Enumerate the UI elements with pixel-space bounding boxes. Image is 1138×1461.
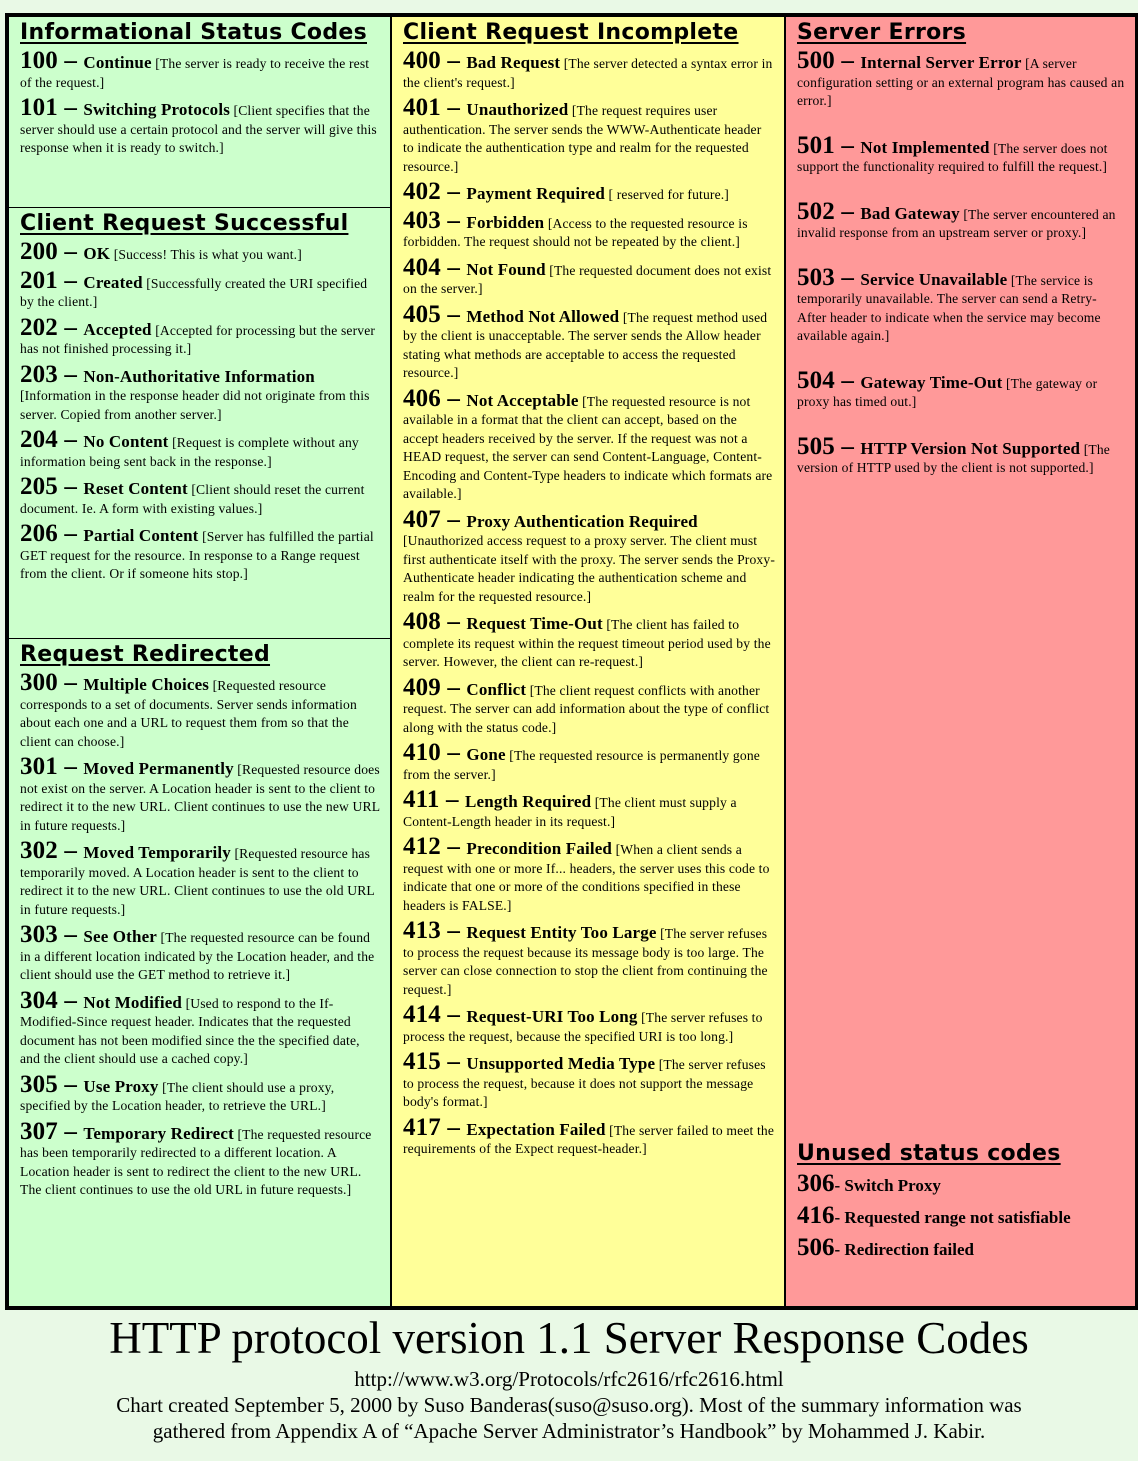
status-description: [When a client sends a request with one or more If... headers, the server uses this code to indicate that one or more of the conditions specified in these headers is FALSE.] (403, 842, 770, 913)
status-name: Created (83, 272, 143, 292)
dash-separator: – (57, 47, 84, 74)
status-name: See Other (83, 927, 157, 946)
dash-separator: – (440, 206, 467, 234)
status-description: [The server encountered an invalid response from an upstream server or proxy.] (797, 206, 1116, 240)
status-code: 306 (797, 1170, 835, 1197)
status-description: [The requested resource is not available in a format that the client can accept, based on the accept headers received by the server. If the request was not a HEAD request, the server can send Content-Language, Content-Encoding and Content-Type headers to indicate which formats are available.] (403, 393, 773, 501)
status-code: 409 (403, 673, 441, 701)
dash-separator: – (440, 300, 467, 328)
dash-separator: - (834, 1240, 845, 1259)
dash-separator: – (57, 266, 84, 294)
status-name: Request Time-Out (466, 614, 603, 633)
status-code: 401 (403, 94, 441, 121)
dash-separator: – (834, 131, 861, 159)
status-name: Gone (466, 745, 506, 764)
status-description: [Unauthorized access request to a proxy server. The client must first authenticate itself with the proxy. The server sends the Proxy-Authenticate header indicating the authentication scheme and realm for the requested resource.] (403, 533, 775, 604)
status-code: 203 (20, 360, 58, 388)
status-name: Bad Gateway (860, 203, 960, 223)
status-code: 400 (403, 47, 441, 74)
status-code: 302 (20, 837, 58, 864)
credit-line-1: Chart created September 5, 2000 by Suso Banderas(suso@suso.org). Most of the summary information was (116, 1393, 1022, 1417)
status-name: Not Modified (83, 992, 183, 1012)
status-code: 412 (403, 833, 441, 860)
dash-separator: – (440, 673, 467, 701)
status-code-chart (5, 13, 1138, 1310)
dash-separator: – (57, 426, 84, 453)
status-code-entry (797, 131, 1126, 177)
status-code-entry (403, 610, 775, 672)
status-code-entry (20, 923, 381, 985)
status-code-entry (797, 197, 1126, 243)
status-code: 504 (797, 366, 835, 394)
status-description: [The server is ready to receive the rest of the request.] (20, 56, 370, 90)
status-code: 505 (797, 432, 835, 460)
status-code-entry (403, 919, 775, 999)
status-description: [The version of HTTP used by the client is not supported.] (797, 441, 1110, 475)
status-description: [A server configuration setting or an external program has caused an error.] (797, 56, 1125, 108)
status-description: [Success! This is what you want.] (113, 247, 302, 262)
status-name: Not Implemented (860, 137, 990, 157)
status-code: 101 (20, 94, 58, 121)
status-name: HTTP Version Not Supported (860, 438, 1081, 458)
dash-separator: – (57, 520, 84, 547)
dash-separator: – (57, 669, 84, 696)
status-description: [The server refuses to process the request because its message body is too large. The server can close connection to stop the client from continuing the request.] (403, 926, 768, 997)
status-name: Expectation Failed (466, 1119, 606, 1139)
dash-separator: - (834, 1176, 845, 1195)
status-description: [Accepted for processing but the server has not finished processing it.] (20, 322, 376, 356)
status-description: [The request method used by the client is unacceptable. The server sends the Allow header stating what methods are acceptable to access the requested resource.] (403, 309, 768, 380)
status-name: Request Entity Too Large (466, 923, 657, 942)
dash-separator: – (57, 313, 84, 341)
status-description: [Access to the requested resource is forbidden. The request should not be repeated by the client.] (403, 215, 748, 249)
status-description: [The request requires user authentication. The server sends the WWW-Authenticate header to indicate the authentication type and realm for the requested resource.] (403, 103, 762, 174)
section-successful (9, 207, 390, 638)
rfc-url: http://www.w3.org/Protocols/rfc2616/rfc2616.html (354, 1367, 784, 1391)
section-title: Unused status codes (797, 1141, 1061, 1166)
status-description: [The server detected a syntax error in the client's request.] (403, 56, 773, 90)
section-title: Request Redirected (20, 642, 271, 667)
status-code-entry (20, 49, 381, 92)
status-name: Switch Proxy (844, 1176, 941, 1195)
dash-separator: – (57, 238, 84, 265)
status-description: [Successfully created the URI specified by the client.] (20, 275, 368, 309)
status-description: [The requested document does not exist on the server.] (403, 262, 772, 296)
status-code-entry (403, 788, 775, 831)
dash-separator: – (440, 505, 467, 533)
status-name: Moved Permanently (83, 759, 234, 778)
status-name: Payment Required (466, 184, 605, 203)
dash-separator: – (57, 1117, 84, 1145)
status-code: 301 (20, 753, 58, 780)
status-description: [The service is temporarily unavailable. The server can send a Retry-After header to indicate when the service may become available again.] (797, 272, 1101, 343)
status-code-entry (403, 1113, 775, 1159)
dash-separator: – (440, 917, 467, 944)
status-code-entry (403, 741, 775, 784)
status-name: Redirection failed (844, 1240, 974, 1259)
status-description: [Requested resource corresponds to a set of documents. Server sends information about each one and a URL to request them from so that the client can choose.] (20, 678, 357, 749)
status-name: Gateway Time-Out (860, 372, 1003, 392)
status-code-entry (403, 300, 775, 383)
status-code: 500 (797, 47, 835, 74)
section-server (786, 17, 1135, 501)
dash-separator: – (834, 366, 861, 394)
status-name: Multiple Choices (83, 675, 210, 694)
status-code: 205 (20, 473, 58, 500)
status-code-entry (797, 366, 1126, 412)
dash-separator: – (57, 753, 84, 780)
status-name: Requested range not satisfiable (844, 1208, 1071, 1227)
status-description: [Used to respond to the If-Modified-Since request header. Indicates that the requested document has not been modified since the the specified date, and the client should use a cached copy.] (20, 995, 360, 1066)
status-name: No Content (83, 432, 169, 451)
status-name: OK (83, 244, 111, 263)
dash-separator: – (57, 360, 84, 388)
status-description: [The requested resource can be found in a different location indicated by the Location header, and the client should use the GET method to retrieve it.] (20, 930, 375, 982)
dash-separator: – (440, 178, 467, 205)
dash-separator: – (834, 47, 861, 74)
status-name: Internal Server Error (860, 53, 1022, 72)
status-code-entry (20, 475, 381, 518)
dash-separator: – (57, 921, 84, 948)
status-description: [Requested resource has temporarily moved. A Location header is sent to the client to redirect it to the new URL. Client continues to use the old URL in future requests.] (20, 846, 375, 917)
status-code-entry (20, 428, 381, 471)
unused-codes-section (786, 1138, 1135, 1306)
status-description: [The server failed to meet the requirements of the Expect request-header.] (403, 1122, 775, 1156)
status-code-entry (20, 839, 381, 919)
status-code-entry (20, 266, 381, 312)
dash-separator: – (834, 197, 861, 225)
section-title: Client Request Successful (20, 211, 349, 236)
status-code-entry (403, 180, 775, 205)
dash-separator: – (440, 94, 467, 121)
status-code-entry (403, 206, 775, 252)
status-name: Partial Content (83, 526, 199, 545)
status-name: Unauthorized (466, 100, 569, 119)
status-code: 410 (403, 739, 441, 766)
unused-code-entry (797, 1234, 1126, 1266)
dash-separator: – (440, 608, 467, 635)
dash-separator: – (57, 986, 84, 1014)
status-code-entry (20, 755, 381, 835)
status-code-entry (20, 313, 381, 359)
dash-separator: – (440, 47, 467, 74)
status-name: Switching Protocols (83, 100, 230, 119)
status-description: [The requested resource has been temporarily redirected to a different location. A Location header is sent to redirect the client to the new URL. The client continues to use the old URL in future requests.] (20, 1126, 372, 1197)
chart-title: HTTP protocol version 1.1 Server Response Codes (109, 1313, 1029, 1363)
status-name: Not Acceptable (466, 390, 579, 410)
status-code-entry (20, 360, 381, 425)
status-code: 206 (20, 520, 58, 547)
status-name: Temporary Redirect (83, 1123, 234, 1143)
section-redirected (9, 638, 390, 1306)
status-code-entry (20, 96, 381, 158)
status-code-entry (797, 432, 1126, 478)
status-name: Service Unavailable (860, 269, 1008, 289)
status-code: 415 (403, 1048, 441, 1075)
dash-separator: – (440, 739, 467, 766)
status-code: 100 (20, 47, 58, 74)
status-code: 407 (403, 505, 441, 533)
status-name: Non-Authoritative Information (83, 366, 315, 386)
dash-separator: – (57, 94, 84, 121)
status-name: Conflict (466, 679, 527, 699)
status-description: [Client should reset the current document. Ie. A form with existing values.] (20, 482, 365, 516)
status-code-entry (403, 835, 775, 915)
status-code: 402 (403, 178, 441, 205)
status-name: Method Not Allowed (466, 306, 620, 326)
dash-separator: - (834, 1208, 845, 1227)
status-code: 201 (20, 266, 58, 294)
status-description: [The gateway or proxy has timed out.] (797, 375, 1098, 409)
column-4xx (392, 17, 786, 1306)
status-code-entry (20, 671, 381, 751)
status-description: [The server does not support the functionality required to fulfill the request.] (797, 140, 1108, 174)
status-code-entry (20, 1070, 381, 1116)
status-code-entry (20, 240, 381, 265)
dash-separator: – (834, 432, 861, 460)
dash-separator: – (440, 1048, 467, 1075)
dash-separator: – (440, 1001, 467, 1028)
status-code: 503 (797, 263, 835, 291)
status-code-entry (403, 384, 775, 504)
unused-code-entry (797, 1202, 1126, 1234)
status-name: Moved Temporarily (83, 843, 231, 862)
status-code: 408 (403, 608, 441, 635)
status-description: [The client request conflicts with another request. The server can add information about the type of conflict along with the status code.] (403, 682, 770, 735)
status-description: [The requested resource is permanently gone from the server.] (403, 748, 760, 782)
unused-code-entry (797, 1170, 1126, 1202)
dash-separator: – (440, 384, 467, 412)
status-code: 414 (403, 1001, 441, 1028)
status-description: [Requested resource does not exist on the server. A Location header is sent to the client to redirect it to the new URL. Client continues to use the new URL in future requests.] (20, 762, 380, 833)
status-name: Accepted (83, 319, 152, 339)
status-code-entry (20, 522, 381, 584)
status-description: [The client should use a proxy, specified by the Location header, to retrieve the URL.] (20, 1079, 335, 1113)
dash-separator: – (440, 1113, 467, 1141)
status-name: Reset Content (83, 479, 188, 498)
status-code: 405 (403, 300, 441, 328)
status-code: 413 (403, 917, 441, 944)
status-code: 506 (797, 1234, 835, 1261)
footer (0, 1310, 1138, 1444)
status-code: 406 (403, 384, 441, 412)
status-code: 501 (797, 131, 835, 159)
status-code-entry (403, 96, 775, 176)
status-name: Proxy Authentication Required (466, 511, 698, 531)
status-code: 303 (20, 921, 58, 948)
status-code: 416 (797, 1202, 835, 1229)
status-name: Precondition Failed (466, 839, 613, 858)
dash-separator: – (57, 473, 84, 500)
status-code: 417 (403, 1113, 441, 1141)
status-name: Request-URI Too Long (466, 1007, 638, 1026)
status-code: 307 (20, 1117, 58, 1145)
status-code: 304 (20, 986, 58, 1014)
status-code-entry (20, 1117, 381, 1200)
dash-separator: – (440, 833, 467, 860)
status-description: [The client must supply a Content-Length header in its request.] (403, 795, 737, 829)
section-informational (9, 17, 390, 207)
status-code: 404 (403, 253, 441, 281)
dash-separator: – (834, 263, 861, 291)
status-code: 202 (20, 313, 58, 341)
status-code: 403 (403, 206, 441, 234)
status-code: 200 (20, 238, 58, 265)
status-description: [Information in the response header did not originate from this server. Copied from another server.] (20, 388, 370, 422)
status-code-entry (20, 986, 381, 1069)
status-code: 305 (20, 1070, 58, 1098)
status-code: 204 (20, 426, 58, 453)
status-name: Forbidden (466, 212, 545, 232)
status-code-entry (797, 263, 1126, 346)
status-code: 300 (20, 669, 58, 696)
status-code-entry (403, 505, 775, 607)
status-description: [ reserved for future.] (608, 187, 729, 202)
status-code: 411 (403, 786, 440, 813)
status-code-entry (403, 1050, 775, 1112)
status-code-entry (403, 253, 775, 299)
dash-separator: – (57, 837, 84, 864)
status-code-entry (797, 49, 1126, 111)
dash-separator: – (440, 253, 467, 281)
status-description: [The server refuses to process the request, because it does not support the message body's format.] (403, 1057, 766, 1109)
status-code: 502 (797, 197, 835, 225)
status-description: [Request is complete without any information being sent back in the response.] (20, 435, 359, 469)
status-description: [The client has failed to complete its request within the request timeout period used by the server. However, the client can re-request.] (403, 617, 771, 669)
status-name: Use Proxy (83, 1076, 159, 1096)
dash-separator: – (439, 786, 466, 813)
column-5xx (786, 17, 1135, 1306)
status-description: [The server refuses to process the request, because the specified URI is too long.] (403, 1010, 763, 1044)
status-description: [Server has fulfilled the partial GET request for the resource. In response to a Range request from the client. Or if someone hits stop.] (20, 529, 374, 581)
column-1xx-3xx (9, 17, 392, 1306)
status-name: Unsupported Media Type (466, 1054, 656, 1073)
status-name: Not Found (466, 259, 546, 279)
section-title: Server Errors (797, 20, 967, 45)
status-code-entry (403, 49, 775, 92)
status-name: Continue (83, 53, 152, 72)
dash-separator: – (57, 1070, 84, 1098)
section-incomplete (392, 17, 784, 1163)
status-code-entry (403, 673, 775, 738)
section-title: Informational Status Codes (20, 20, 367, 45)
credit-line-2: gathered from Appendix A of “Apache Server Administrator’s Handbook” by Mohammed J. Kabir. (152, 1419, 986, 1443)
status-name: Bad Request (466, 53, 561, 72)
section-title: Client Request Incomplete (403, 20, 739, 45)
status-name: Length Required (465, 792, 592, 811)
status-description: [Client specifies that the server should use a certain protocol and the server will give this response when it is ready to switch.] (20, 103, 377, 155)
status-code-entry (403, 1003, 775, 1046)
